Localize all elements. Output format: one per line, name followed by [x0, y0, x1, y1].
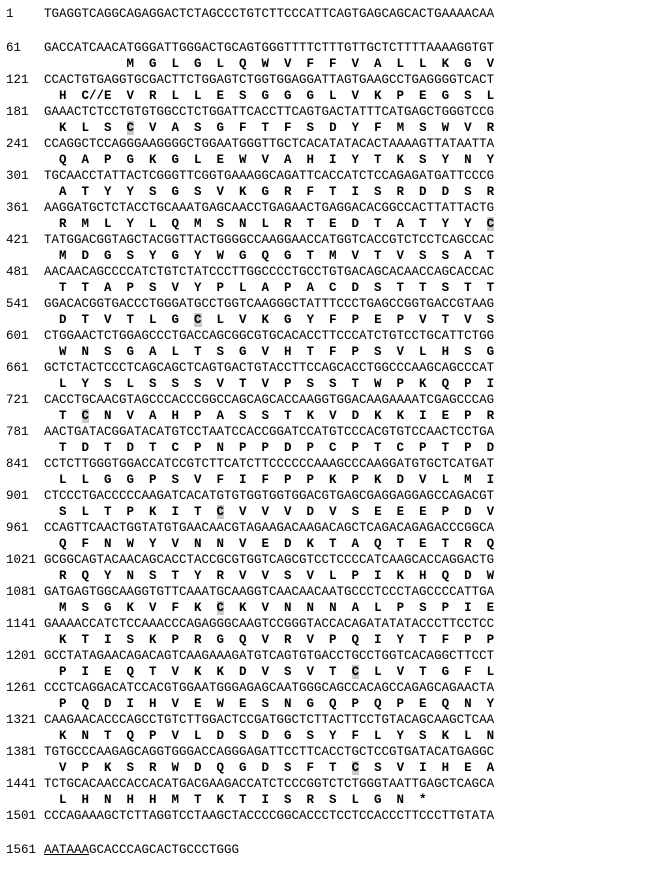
amino-acid-line	[6, 600, 646, 616]
position-number: 1261	[6, 681, 37, 695]
amino-acid-sequence: Q A P G K G L E W V A H I Y T K S Y N Y	[44, 153, 495, 167]
nucleotide-sequence	[44, 842, 239, 858]
highlighted-cysteine: C	[194, 313, 202, 327]
amino-acid-sequence: R M L Y L Q M S N L R T E D T A T Y Y C	[44, 217, 495, 231]
highlighted-cysteine: C	[81, 409, 90, 423]
nucleotide-sequence: GACCATCAACATGGGATTGGGACTGCAGTGGGTTTTCTTTGTTGCTCTTTTAAAAGGTGT	[44, 41, 495, 55]
nucleotide-sequence: TGAGGTCAGGCAGAGGACTCTAGCCCTGTCTTCCCATTCAGTGAGCAGCACTGAAAACAA	[44, 7, 495, 21]
amino-acid-sequence: L L G G P S V F I F P P K P K D V L M I	[44, 473, 495, 487]
nucleotide-line	[6, 616, 646, 632]
position-number: 1201	[6, 649, 37, 663]
nucleotide-line	[6, 72, 646, 88]
amino-acid-sequence: K N T Q P V L D S D G S Y F L Y S K L N	[44, 729, 495, 743]
nucleotide-sequence: GATGAGTGGCAAGGTGTTCAAATGCAAGGTCAACAACAATGCCCTCCCTAGCCCCATTGA	[44, 585, 495, 599]
nucleotide-sequence: TATGGACGGTAGCTACGGTTACTGGGGCCAAGGAACCATGGTCACCGTCTCCTCAGCCAC	[44, 233, 495, 247]
nucleotide-sequence: CCAGGCTCCAGGGAAGGGGCTGGAATGGGTTGCTCACATATACACTAAAAGTTATAATTA	[44, 137, 495, 151]
amino-acid-line	[6, 440, 646, 456]
position-number: 721	[6, 393, 29, 407]
nucleotide-sequence: CCCTCAGGACATCCACGTGGAATGGGAGAGCAATGGGCAGCCACAGCCAGAGCAGAACTA	[44, 681, 495, 695]
amino-acid-line	[6, 728, 646, 744]
nucleotide-line	[6, 680, 646, 696]
nucleotide-sequence: CTCCCTGACCCCCAAGATCACATGTGTGGTGGTGGACGTGAGCGAGGAGGAGCCAGACGT	[44, 489, 495, 503]
amino-acid-line	[6, 792, 646, 808]
amino-acid-line	[6, 120, 646, 136]
position-number: 1381	[6, 745, 37, 759]
polyadenylation-signal: AATAAA	[44, 843, 90, 857]
amino-acid-sequence: M D G S Y G Y W G Q G T M V T V S S A T	[44, 249, 495, 263]
position-number: 361	[6, 201, 29, 215]
amino-acid-line	[6, 312, 646, 328]
position-number: 1141	[6, 617, 37, 631]
nucleotide-line	[6, 264, 646, 280]
nucleotide-line	[6, 552, 646, 568]
amino-acid-line	[6, 632, 646, 648]
position-number: 661	[6, 361, 29, 375]
nucleotide-line	[6, 520, 646, 536]
position-number: 781	[6, 425, 29, 439]
nucleotide-sequence: GAAACTCTCCTGTGTGGCCTCTGGATTCACCTTCAGTGACTATTTCATGAGCTGGGTCCG	[44, 105, 495, 119]
position-number: 181	[6, 105, 29, 119]
nucleotide-line	[6, 200, 646, 216]
amino-acid-sequence: T T A P S V Y P L A P A C D S T T S T T	[44, 281, 495, 295]
amino-acid-sequence: P Q D I H V E W E S N G Q P Q P E Q N Y	[44, 697, 495, 711]
nucleotide-sequence: TGCAACCTATTACTCGGGTTCGGTGAAAGGCAGATTCACCATCTCCAGAGATGATTCCCG	[44, 169, 495, 183]
amino-acid-sequence: T D T D T C P N P P D P C P T C P T P D	[44, 441, 495, 455]
nucleotide-line	[6, 296, 646, 312]
amino-acid-line	[6, 760, 646, 776]
amino-acid-line	[6, 344, 646, 360]
nucleotide-line	[6, 360, 646, 376]
nucleotide-sequence: CAAGAACACCCAGCCTGTCTTGGACTCCGATGGCTCTTACTTCCTGTACAGCAAGCTCAA	[44, 713, 495, 727]
nucleotide-sequence: CCCAGAAAGCTCTTAGGTCCTAAGCTACCCCGGCACCCTCCTCCACCCTTCCCTTGTATA	[44, 809, 495, 823]
amino-acid-sequence: K L S C V A S G F T F S D Y F M S W V R	[44, 121, 495, 135]
highlighted-cysteine: C	[351, 665, 360, 679]
amino-acid-sequence: S L T P K I T C V V V D V S E E E P D V	[44, 505, 495, 519]
nucleotide-line	[6, 842, 646, 858]
nucleotide-rest: GCACCCAGCACTGCCCTGGG	[89, 843, 240, 857]
nucleotide-line	[6, 328, 646, 344]
position-number: 421	[6, 233, 29, 247]
nucleotide-sequence: GCCTATAGAACAGACAGTCAAGAAAGATGTCAGTGTGACCTGCCTGGTCACAGGCTTCCT	[44, 649, 495, 663]
amino-acid-line	[6, 248, 646, 264]
nucleotide-sequence: GAAAACCATCTCCAAACCCAGAGGGCAAGTCCGGGTACCACAGATATATACCCTTCCTCC	[44, 617, 495, 631]
position-number: 1021	[6, 553, 37, 567]
nucleotide-sequence: AACAACAGCCCCATCTGTCTATCCCTTGGCCCCTGCCTGTGACAGCACAACCAGCACCAC	[44, 265, 495, 279]
nucleotide-line	[6, 584, 646, 600]
amino-acid-line	[6, 696, 646, 712]
nucleotide-line	[6, 392, 646, 408]
nucleotide-line	[6, 712, 646, 728]
position-number: 541	[6, 297, 29, 311]
highlighted-cysteine: C	[486, 217, 495, 231]
position-number: 301	[6, 169, 29, 183]
nucleotide-sequence: CCACTGTGAGGTGCGACTTCTGGAGTCTGGTGGAGGATTAGTGAAGCCTGAGGGGTCACT	[44, 73, 495, 87]
amino-acid-sequence: H C//E V R L L E S G G G L V K P E G S L	[44, 89, 495, 103]
position-number: 241	[6, 137, 29, 151]
amino-acid-line	[6, 376, 646, 392]
nucleotide-line	[6, 40, 646, 56]
nucleotide-sequence: GCTCTACTCCCTCAGCAGCTCAGTGACTGTACCTTCCAGCACCTGGCCCAAGCAGCCCAT	[44, 361, 495, 375]
highlighted-cysteine: C	[351, 761, 360, 775]
amino-acid-line	[6, 536, 646, 552]
nucleotide-sequence: GGACACGGTGACCCTGGGATGCCTGGTCAAGGGCTATTTCCCTGAGCCGGTGACCGTAAG	[44, 297, 495, 311]
nucleotide-sequence: GCGGCAGTACAACAGCACCTACCGCGTGGTCAGCGTCCTCCCCATCAAGCACCAGGACTG	[44, 553, 495, 567]
position-number: 1501	[6, 809, 37, 823]
nucleotide-sequence: AACTGATACGGATACATGTCCTAATCCACCGGATCCATGTCCCACGTGTCCAACTCCTGA	[44, 425, 495, 439]
amino-acid-line	[6, 88, 646, 104]
nucleotide-line	[6, 456, 646, 472]
amino-acid-sequence: M S G K V F K C K V N N N A L P S P I E	[44, 601, 495, 615]
amino-acid-line	[6, 408, 646, 424]
nucleotide-line	[6, 808, 646, 824]
nucleotide-line	[6, 104, 646, 120]
amino-acid-line	[6, 280, 646, 296]
amino-acid-sequence: D T V T L G C L V K G Y F P E P V T V S	[44, 313, 495, 327]
nucleotide-sequence: AAGGATGCTCTACCTGCAAATGAGCAACCTGAGAACTGAGGACACGGCCACTTATTACTG	[44, 201, 495, 215]
position-number: 61	[6, 41, 22, 55]
amino-acid-sequence: A T Y Y S G S V K G R F T I S R D D S R	[44, 185, 495, 199]
amino-acid-sequence: L H N H H M T K T I S R S L G N *	[44, 793, 427, 807]
amino-acid-sequence: W N S G A L T S G V H T F P S V L H S G	[44, 345, 495, 359]
amino-acid-sequence: T C N V A H P A S S T K V D K K I E P R	[44, 409, 495, 423]
amino-acid-line	[6, 184, 646, 200]
highlighted-cysteine: C	[216, 601, 225, 615]
amino-acid-sequence: K T I S K P R G Q V R V P Q I Y T F P P	[44, 633, 495, 647]
nucleotide-sequence: CACCTGCAACGTAGCCCACCCGGCCAGCAGCACCAAGGTGGACAAGAAAATCGAGCCCAG	[44, 393, 495, 407]
nucleotide-line	[6, 488, 646, 504]
nucleotide-sequence: TCTGCACAACCACCACATGACGAAGACCATCTCCCGGTCTCTGGGTAATTGAGCTCAGCA	[44, 777, 495, 791]
amino-acid-sequence: R Q Y N S T Y R V V S V L P I K H Q D W	[44, 569, 495, 583]
amino-acid-sequence: L Y S L S S S V T V P S S T W P K Q P I	[44, 377, 495, 391]
position-number: 901	[6, 489, 29, 503]
nucleotide-line	[6, 232, 646, 248]
amino-acid-line	[6, 664, 646, 680]
position-number: 1081	[6, 585, 37, 599]
nucleotide-line	[6, 744, 646, 760]
nucleotide-sequence: CCAGTTCAACTGGTATGTGAACAACGTAGAAGACAAGACAGCTCAGACAGAGACCCGGCA	[44, 521, 495, 535]
amino-acid-line	[6, 216, 646, 232]
amino-acid-line	[6, 152, 646, 168]
amino-acid-line	[6, 504, 646, 520]
position-number: 841	[6, 457, 29, 471]
position-number: 121	[6, 73, 29, 87]
highlighted-cysteine: C	[126, 121, 135, 135]
sequence-document	[6, 6, 646, 858]
amino-acid-line	[6, 56, 646, 72]
amino-acid-sequence: V P K S R W D Q G D S F T C S V I H E A	[44, 761, 495, 775]
position-number: 1	[6, 7, 14, 21]
highlighted-cysteine: C	[216, 505, 225, 519]
nucleotide-line	[6, 6, 646, 22]
nucleotide-sequence: CTGGAACTCTGGAGCCCTGACCAGCGGCGTGCACACCTTCCCATCTGTCCTGCATTCTGG	[44, 329, 495, 343]
position-number: 1441	[6, 777, 37, 791]
position-number: 1321	[6, 713, 37, 727]
amino-acid-line	[6, 568, 646, 584]
nucleotide-line	[6, 648, 646, 664]
nucleotide-line	[6, 136, 646, 152]
amino-acid-sequence: Q F N W Y V N N V E D K T A Q T E T R Q	[44, 537, 495, 551]
position-number: 601	[6, 329, 29, 343]
amino-acid-sequence: P I E Q T V K K D V S V T C L V T G F L	[44, 665, 495, 679]
position-number: 1561	[6, 843, 37, 857]
nucleotide-line	[6, 776, 646, 792]
position-number: 481	[6, 265, 29, 279]
nucleotide-line	[6, 424, 646, 440]
amino-acid-sequence: M G L G L Q W V F F V A L L K G V	[44, 57, 495, 71]
nucleotide-line	[6, 168, 646, 184]
position-number: 961	[6, 521, 29, 535]
nucleotide-sequence: TGTGCCCAAGAGCAGGTGGGACCAGGGAGATTCCTTCACCTGCTCCGTGATACATGAGGC	[44, 745, 495, 759]
nucleotide-sequence: CCTCTTGGGTGGACCATCCGTCTTCATCTTCCCCCCAAAGCCCAAGGATGTGCTCATGAT	[44, 457, 495, 471]
amino-acid-line	[6, 472, 646, 488]
